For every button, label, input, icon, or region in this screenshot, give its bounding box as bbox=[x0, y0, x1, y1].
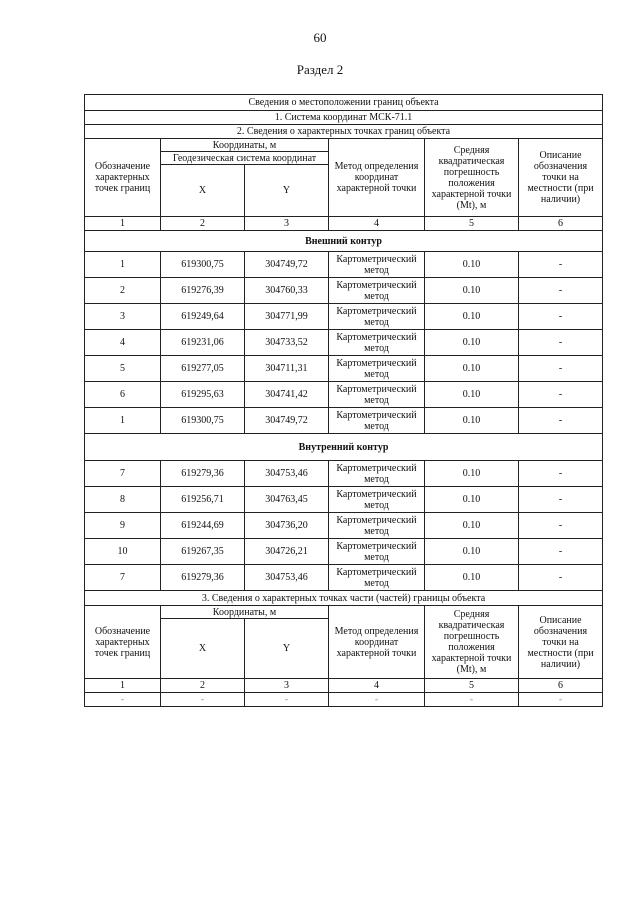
accuracy-cell: 0.10 bbox=[425, 461, 519, 487]
method-cell: Картометрический метод bbox=[329, 252, 425, 278]
y-coordinate-cell: 304753,46 bbox=[245, 461, 329, 487]
table-row bbox=[85, 330, 603, 356]
accuracy-cell: 0.10 bbox=[425, 408, 519, 434]
method-cell: Картометрический метод bbox=[329, 382, 425, 408]
point-number-cell: 9 bbox=[85, 513, 161, 539]
method-cell: Картометрический метод bbox=[329, 565, 425, 591]
column-number: 2 bbox=[161, 217, 245, 231]
description-cell: - bbox=[519, 304, 603, 330]
table-row bbox=[85, 513, 603, 539]
page-number: 60 bbox=[313, 30, 327, 45]
table-row bbox=[85, 278, 603, 304]
table-row bbox=[85, 304, 603, 330]
description-cell: - bbox=[519, 252, 603, 278]
s3-column-number: 2 bbox=[161, 679, 245, 693]
point-number-cell: 1 bbox=[85, 408, 161, 434]
header-y: Y bbox=[245, 165, 329, 217]
header-accuracy: Средняя квадратическая погрешность положения характерной точки (Mt), м bbox=[425, 139, 519, 217]
s3-column-number: 6 bbox=[519, 679, 603, 693]
point-number-cell: 5 bbox=[85, 356, 161, 382]
column-number: 4 bbox=[329, 217, 425, 231]
y-coordinate-cell: 304741,42 bbox=[245, 382, 329, 408]
s3-column-number: 4 bbox=[329, 679, 425, 693]
description-cell: - bbox=[519, 278, 603, 304]
x-coordinate-cell: 619300,75 bbox=[161, 408, 245, 434]
description-cell: - bbox=[519, 330, 603, 356]
table-row bbox=[85, 565, 603, 591]
header-description: Описание обозначения точки на местности (при наличии) bbox=[519, 139, 603, 217]
x-coordinate-cell: 619276,39 bbox=[161, 278, 245, 304]
x-coordinate-cell: 619256,71 bbox=[161, 487, 245, 513]
method-cell: Картометрический метод bbox=[329, 304, 425, 330]
description-cell: - bbox=[519, 565, 603, 591]
s3-header-designation: Обозначение характерных точек границ bbox=[85, 606, 161, 679]
outer-contour-title: Внешний контур bbox=[85, 231, 603, 252]
column-number: 1 bbox=[85, 217, 161, 231]
description-cell: - bbox=[519, 513, 603, 539]
s3-column-number: 1 bbox=[85, 679, 161, 693]
boundary-table bbox=[84, 94, 603, 707]
accuracy-cell: 0.10 bbox=[425, 382, 519, 408]
point-number-cell: 3 bbox=[85, 304, 161, 330]
table-row bbox=[85, 252, 603, 278]
y-coordinate-cell: 304749,72 bbox=[245, 408, 329, 434]
x-coordinate-cell: 619279,36 bbox=[161, 461, 245, 487]
point-number-cell: 2 bbox=[85, 278, 161, 304]
accuracy-cell: 0.10 bbox=[425, 330, 519, 356]
description-cell: - bbox=[519, 356, 603, 382]
s3-empty-cell: - bbox=[425, 693, 519, 707]
method-cell: Картометрический метод bbox=[329, 487, 425, 513]
s3-header-description: Описание обозначения точки на местности (при наличии) bbox=[519, 606, 603, 679]
point-number-cell: 8 bbox=[85, 487, 161, 513]
accuracy-cell: 0.10 bbox=[425, 539, 519, 565]
description-cell: - bbox=[519, 382, 603, 408]
table-row bbox=[85, 356, 603, 382]
header-geodesic: Геодезическая система координат bbox=[161, 152, 329, 165]
header-method: Метод определения координат характерной точки bbox=[329, 139, 425, 217]
y-coordinate-cell: 304771,99 bbox=[245, 304, 329, 330]
column-number: 5 bbox=[425, 217, 519, 231]
x-coordinate-cell: 619295,63 bbox=[161, 382, 245, 408]
y-coordinate-cell: 304763,45 bbox=[245, 487, 329, 513]
table-row bbox=[85, 487, 603, 513]
description-cell: - bbox=[519, 461, 603, 487]
s3-header-coordinates: Координаты, м bbox=[161, 606, 329, 619]
table-row bbox=[85, 461, 603, 487]
table-title: Сведения о местоположении границ объекта bbox=[85, 95, 603, 111]
table-row bbox=[85, 408, 603, 434]
s3-empty-cell: - bbox=[329, 693, 425, 707]
method-cell: Картометрический метод bbox=[329, 356, 425, 382]
method-cell: Картометрический метод bbox=[329, 278, 425, 304]
accuracy-cell: 0.10 bbox=[425, 356, 519, 382]
s3-header-method: Метод определения координат характерной точки bbox=[329, 606, 425, 679]
x-coordinate-cell: 619244,69 bbox=[161, 513, 245, 539]
accuracy-cell: 0.10 bbox=[425, 565, 519, 591]
s3-column-number: 5 bbox=[425, 679, 519, 693]
method-cell: Картометрический метод bbox=[329, 461, 425, 487]
s3-empty-cell: - bbox=[245, 693, 329, 707]
y-coordinate-cell: 304749,72 bbox=[245, 252, 329, 278]
description-cell: - bbox=[519, 539, 603, 565]
accuracy-cell: 0.10 bbox=[425, 487, 519, 513]
char-points-title: 2. Сведения о характерных точках границ объекта bbox=[85, 125, 603, 139]
accuracy-cell: 0.10 bbox=[425, 278, 519, 304]
y-coordinate-cell: 304760,33 bbox=[245, 278, 329, 304]
method-cell: Картометрический метод bbox=[329, 408, 425, 434]
x-coordinate-cell: 619267,35 bbox=[161, 539, 245, 565]
column-number: 3 bbox=[245, 217, 329, 231]
s3-column-number: 3 bbox=[245, 679, 329, 693]
x-coordinate-cell: 619249,64 bbox=[161, 304, 245, 330]
method-cell: Картометрический метод bbox=[329, 330, 425, 356]
s3-header-x: X bbox=[161, 619, 245, 679]
point-number-cell: 7 bbox=[85, 461, 161, 487]
header-designation: Обозначение характерных точек границ bbox=[85, 139, 161, 217]
method-cell: Картометрический метод bbox=[329, 513, 425, 539]
x-coordinate-cell: 619231,06 bbox=[161, 330, 245, 356]
y-coordinate-cell: 304726,21 bbox=[245, 539, 329, 565]
s3-header-accuracy: Средняя квадратическая погрешность положения характерной точки (Mt), м bbox=[425, 606, 519, 679]
accuracy-cell: 0.10 bbox=[425, 304, 519, 330]
y-coordinate-cell: 304736,20 bbox=[245, 513, 329, 539]
description-cell: - bbox=[519, 487, 603, 513]
description-cell: - bbox=[519, 408, 603, 434]
x-coordinate-cell: 619300,75 bbox=[161, 252, 245, 278]
x-coordinate-cell: 619279,36 bbox=[161, 565, 245, 591]
s3-empty-cell: - bbox=[519, 693, 603, 707]
method-cell: Картометрический метод bbox=[329, 539, 425, 565]
point-number-cell: 7 bbox=[85, 565, 161, 591]
section-title: Раздел 2 bbox=[296, 62, 344, 77]
s3-empty-cell: - bbox=[161, 693, 245, 707]
table-row bbox=[85, 382, 603, 408]
inner-contour-title: Внутренний контур bbox=[85, 434, 603, 461]
y-coordinate-cell: 304753,46 bbox=[245, 565, 329, 591]
point-number-cell: 1 bbox=[85, 252, 161, 278]
point-number-cell: 4 bbox=[85, 330, 161, 356]
s3-empty-cell: - bbox=[85, 693, 161, 707]
point-number-cell: 6 bbox=[85, 382, 161, 408]
y-coordinate-cell: 304711,31 bbox=[245, 356, 329, 382]
accuracy-cell: 0.10 bbox=[425, 252, 519, 278]
header-coordinates: Координаты, м bbox=[161, 139, 329, 152]
coordinate-system: 1. Система координат МСК-71.1 bbox=[85, 111, 603, 125]
point-number-cell: 10 bbox=[85, 539, 161, 565]
table-row bbox=[85, 539, 603, 565]
y-coordinate-cell: 304733,52 bbox=[245, 330, 329, 356]
x-coordinate-cell: 619277,05 bbox=[161, 356, 245, 382]
section3-title: 3. Сведения о характерных точках части (частей) границы объекта bbox=[85, 591, 603, 606]
column-number: 6 bbox=[519, 217, 603, 231]
accuracy-cell: 0.10 bbox=[425, 513, 519, 539]
header-x: X bbox=[161, 165, 245, 217]
s3-header-y: Y bbox=[245, 619, 329, 679]
